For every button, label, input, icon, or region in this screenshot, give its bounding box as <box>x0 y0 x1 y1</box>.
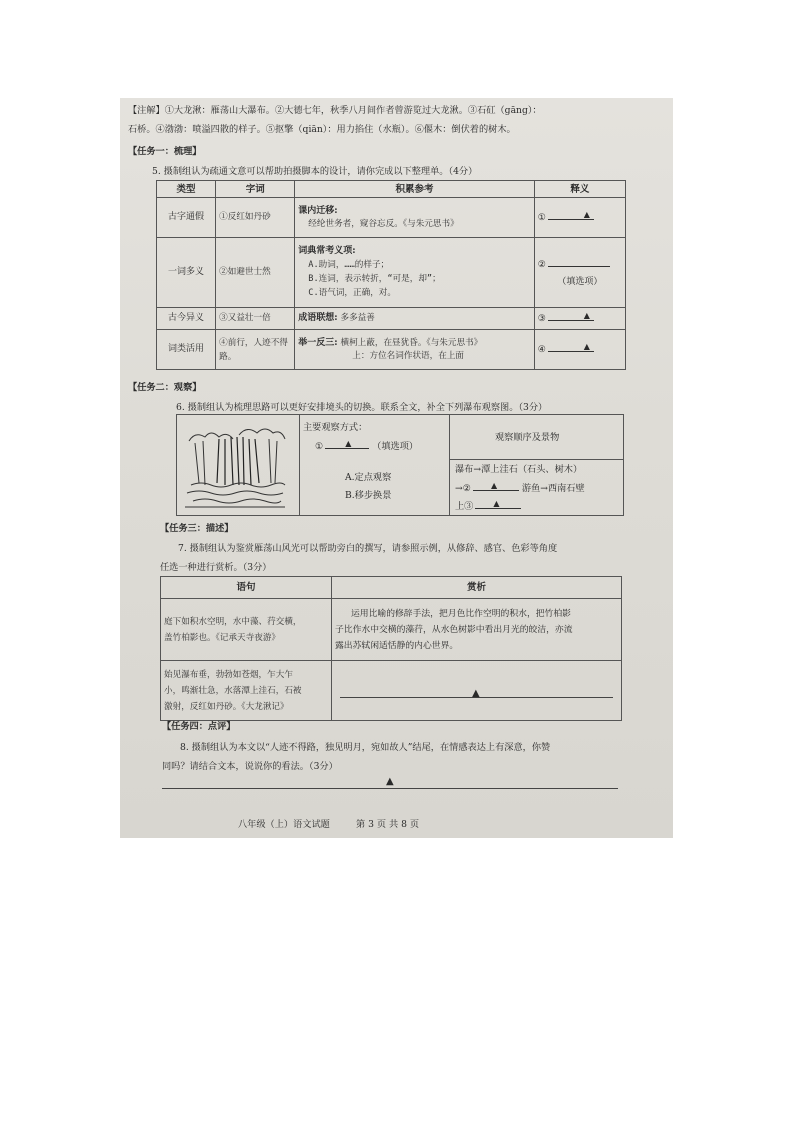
th-sentence: 语句 <box>161 577 332 599</box>
analysis-answer-cell[interactable] <box>332 661 622 721</box>
task2-question: 6. 摄制组认为梳理思路可以更好安排境头的切换。联系全文，补全下列瀑布观察图。（3分） <box>176 402 548 413</box>
task2-diagram <box>176 414 624 516</box>
ref-line: 经纶世务者，窥谷忘反。《与朱元思书》 <box>308 218 459 229</box>
triangle-icon: ▲ <box>583 311 590 320</box>
analysis-line: 露出苏轼闲适恬静的内心世界。 <box>335 640 459 651</box>
th-type: 类型 <box>157 181 216 198</box>
task1-table <box>156 180 626 370</box>
ref-line: C.语气词，正确，对。 <box>308 288 396 298</box>
row-type: 词类活用 <box>157 330 216 370</box>
answer-number: ④ <box>537 345 546 355</box>
task2-heading: 【任务二：观察】 <box>128 382 202 393</box>
footer-subject: 八年级（上）语文试题 <box>238 819 330 830</box>
divider <box>449 459 623 460</box>
ref-title: 词典常考义项: <box>298 246 356 256</box>
table-row <box>161 661 622 721</box>
ref-line: 横柯上蔽，在昼犹昏。《与朱元思书》 <box>340 337 483 348</box>
ref-line: A.助词，……的样子； <box>308 260 390 270</box>
answer-blank[interactable] <box>548 210 594 220</box>
task-sentence <box>161 661 332 721</box>
divider <box>449 415 450 515</box>
th-analysis: 赏析 <box>332 577 622 599</box>
row-word: ④前行，人迹不得路。 <box>216 330 295 370</box>
task3-question-line-1: 7. 摄制组认为鉴赏雁荡山风光可以帮助旁白的撰写，请参照示例，从修辞、感官、色彩等角度 <box>178 543 558 554</box>
answer-cell[interactable] <box>534 330 625 370</box>
triangle-icon: ▲ <box>583 342 590 351</box>
example-analysis <box>332 599 622 661</box>
table-row <box>157 330 626 370</box>
answer-number: ① <box>537 213 546 223</box>
analysis-line: 子比作水中交横的藻荇，从水色树影中看出月光的皎洁，亦流 <box>335 624 573 635</box>
sentence-line: 小，鸣渐壮急，水落潭上洼石，石被 <box>164 685 302 696</box>
order-blank-2-label: →② <box>455 483 471 494</box>
answer-number: ① <box>315 441 324 452</box>
answer-blank[interactable] <box>548 257 610 267</box>
triangle-icon: ▲ <box>583 210 590 219</box>
task4-question-line-1: 8. 摄制组认为本文以“人迹不得路，独见明月，宛如故人”结尾，在情感表达上有深意，你赞 <box>180 742 551 753</box>
row-type: 古字通假 <box>157 198 216 238</box>
footer-page: 第 3 页 共 8 页 <box>356 819 420 830</box>
triangle-icon: ▲ <box>493 499 500 508</box>
row-word: ①反红如丹砂 <box>216 198 295 238</box>
answer-number: ③ <box>537 314 546 324</box>
answer-cell[interactable] <box>534 308 625 330</box>
order-blank-3-label: 上③ <box>455 501 474 512</box>
triangle-icon: ▲ <box>345 439 352 448</box>
th-meaning: 释义 <box>534 181 625 198</box>
answer-number: ② <box>537 259 546 270</box>
ref-title: 举一反三: <box>298 337 338 348</box>
triangle-icon: ▲ <box>472 688 480 699</box>
method-answer[interactable] <box>315 439 418 453</box>
task3-table <box>160 576 622 721</box>
order-line-2-rest: 游鱼→西南石壁 <box>521 483 585 494</box>
analysis-line: 运用比喻的修辞手法，把月色比作空明的积水，把竹柏影 <box>351 608 571 619</box>
order-line-1: 瀑布→潭上洼石（石头、树木） <box>455 464 583 475</box>
sentence-line: 激射，反红如丹砂。《大龙湫记》 <box>164 701 289 712</box>
fill-option-note: （填选项） <box>557 276 603 287</box>
row-word: ②如避世士然 <box>216 238 295 308</box>
row-ref <box>295 238 535 308</box>
task4-heading: 【任务四：点评】 <box>162 721 236 732</box>
row-type: 古今异义 <box>157 308 216 330</box>
row-ref <box>295 198 535 238</box>
sentence-line: 盖竹柏影也。《记承天寺夜游》 <box>164 632 281 643</box>
answer-blank[interactable] <box>548 311 594 321</box>
answer-blank[interactable] <box>548 342 594 352</box>
task4-question-line-2: 同吗？请结合文本，说说你的看法。（3分） <box>162 761 338 772</box>
order-line-3 <box>455 499 521 513</box>
option-b: B.移步换景 <box>345 490 392 501</box>
answer-blank[interactable] <box>325 439 369 449</box>
waterfall-sketch-icon <box>181 419 293 511</box>
table-row <box>157 308 626 330</box>
sentence-line: 始见瀑布垂，勃勃如苍烟，乍大乍 <box>164 669 293 680</box>
notes-line-1: 【注解】①大龙湫：雁荡山大瀑布。②大德七年，秋季八月间作者曾游览过大龙湫。③石矼（gāng）： <box>128 105 542 116</box>
sentence-line: 庭下如积水空明，水中藻、荇交横， <box>164 616 302 627</box>
ref-line: B.连词，表示转折，“可是，却”； <box>308 274 441 284</box>
task1-heading: 【任务一：梳理】 <box>128 146 202 157</box>
table-row <box>161 599 622 661</box>
notes-line-2: 石桥。④渤渤：喷溢四散的样子。⑤抠擎（qiān）：用力掐住（水瓶）。⑥偃木：倒伏着的树木。 <box>128 124 516 135</box>
divider <box>299 415 300 515</box>
th-ref: 积累参考 <box>295 181 535 198</box>
exam-photo <box>120 98 673 838</box>
ref-title: 成语联想: <box>298 313 338 323</box>
order-line-2 <box>455 481 585 495</box>
answer-cell[interactable] <box>534 238 625 308</box>
task1-question: 5. 摄制组认为疏通文意可以帮助拍摄脚本的设计，请你完成以下整理单。（4分） <box>152 166 478 177</box>
example-sentence <box>161 599 332 661</box>
row-type: 一词多义 <box>157 238 216 308</box>
ref-title: 课内迁移: <box>298 205 338 216</box>
triangle-icon: ▲ <box>386 776 394 787</box>
ref-line: 多多益善 <box>340 313 375 323</box>
task3-question-line-2: 任选一种进行赏析。（3分） <box>160 562 272 573</box>
task3-heading: 【任务三：描述】 <box>160 523 234 534</box>
option-a: A.定点观察 <box>345 472 392 483</box>
ref-line: 上：方位名词作状语，在上面 <box>352 350 465 361</box>
row-word: ③又益壮一倍 <box>216 308 295 330</box>
fill-option-note: （填选项） <box>372 441 419 452</box>
row-ref <box>295 330 535 370</box>
method-label: 主要观察方式： <box>303 422 368 433</box>
task4-answer-line[interactable] <box>162 788 618 789</box>
row-ref <box>295 308 535 330</box>
triangle-icon: ▲ <box>490 481 498 490</box>
answer-blank[interactable] <box>473 481 519 491</box>
table-row <box>157 238 626 308</box>
answer-blank[interactable] <box>475 499 521 509</box>
order-header: 观察顺序及景物 <box>495 432 560 443</box>
answer-cell[interactable] <box>534 198 625 238</box>
th-word: 字词 <box>216 181 295 198</box>
table-row <box>157 198 626 238</box>
